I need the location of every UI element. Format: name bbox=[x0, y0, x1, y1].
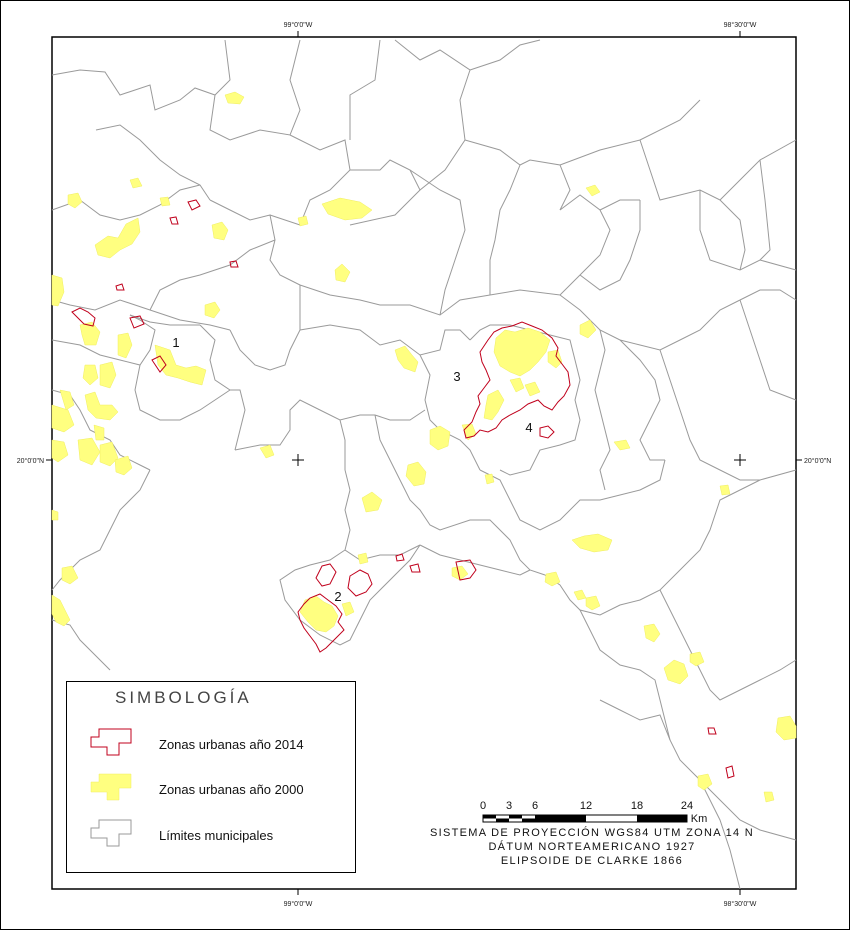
scale-tick-6: 6 bbox=[531, 800, 539, 812]
legend-label-urban-2000: Zonas urbanas año 2000 bbox=[159, 782, 304, 797]
scale-tick-24: 24 bbox=[680, 800, 694, 812]
coord-right-lat: 20°0'0"N bbox=[804, 458, 832, 465]
scale-tick-12: 12 bbox=[579, 800, 593, 812]
scale-tick-0: 0 bbox=[479, 800, 487, 812]
coord-left-lat: 20°0'0"N bbox=[16, 458, 44, 465]
legend-item-municipal-limits bbox=[67, 816, 355, 856]
scale-tick-3: 3 bbox=[505, 800, 513, 812]
zone-label-2: 2 bbox=[334, 589, 342, 604]
projection-line-2: DÁTUM NORTEAMERICANO 1927 bbox=[488, 841, 696, 853]
coord-bottom-right: 98°30'0"W bbox=[723, 901, 757, 908]
scale-tick-18: 18 bbox=[630, 800, 644, 812]
zone-label-1: 1 bbox=[172, 335, 180, 350]
projection-notes bbox=[420, 826, 764, 868]
coord-bottom-left: 99°0'0"W bbox=[283, 901, 313, 908]
scale-unit: Km bbox=[690, 813, 708, 825]
red-outline-polygon-icon bbox=[89, 725, 133, 759]
yellow-fill-polygon-icon bbox=[89, 770, 133, 804]
legend-label-urban-2014: Zonas urbanas año 2014 bbox=[159, 737, 304, 752]
legend-label-municipal-limits: Límites municipales bbox=[159, 828, 274, 843]
legend-title: SIMBOLOGÍA bbox=[115, 688, 252, 707]
legend bbox=[66, 681, 356, 873]
zone-label-3: 3 bbox=[453, 369, 461, 384]
projection-line-3: ELIPSOIDE DE CLARKE 1866 bbox=[500, 855, 684, 867]
coord-top-right: 98°30'0"W bbox=[723, 22, 757, 29]
projection-line-1: SISTEMA DE PROYECCIÓN WGS84 UTM ZONA 14 N bbox=[429, 827, 755, 839]
legend-item-urban-2000 bbox=[67, 770, 355, 810]
coord-top-left: 99°0'0"W bbox=[283, 22, 313, 29]
zone-label-4: 4 bbox=[525, 420, 533, 435]
legend-item-urban-2014 bbox=[67, 725, 355, 765]
gray-outline-polygon-icon bbox=[89, 816, 133, 850]
